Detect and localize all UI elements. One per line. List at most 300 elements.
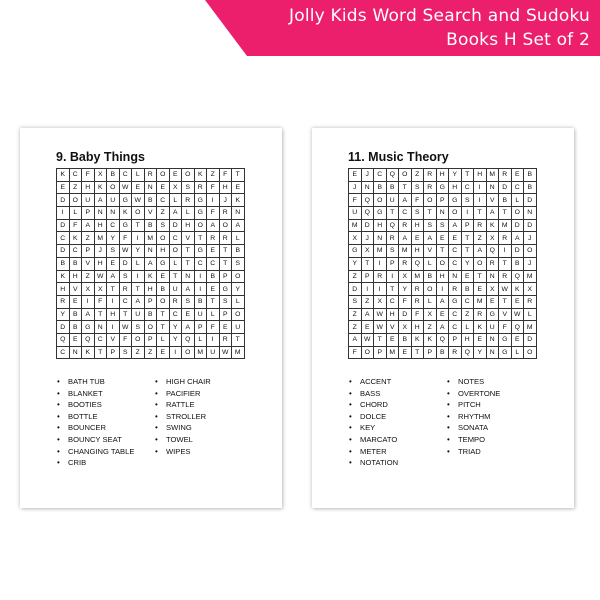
grid-letter: B	[424, 270, 437, 283]
grid-letter: E	[157, 181, 170, 194]
grid-row	[57, 245, 245, 258]
grid-letter: O	[182, 346, 195, 359]
grid-letter: Q	[361, 194, 374, 207]
grid-letter: N	[449, 270, 462, 283]
grid-letter: B	[399, 333, 412, 346]
word-list-item: • METER	[348, 446, 444, 458]
puzzle-page-baby-things	[20, 128, 282, 508]
grid-letter: B	[511, 257, 524, 270]
grid-letter: K	[94, 181, 107, 194]
grid-letter: J	[361, 232, 374, 245]
grid-letter: H	[57, 283, 70, 296]
grid-letter: P	[144, 295, 157, 308]
grid-letter: C	[69, 245, 82, 258]
grid-row	[349, 333, 537, 346]
grid-letter: A	[449, 219, 462, 232]
puzzle-title: 9. Baby Things	[56, 150, 145, 164]
grid-letter: A	[399, 232, 412, 245]
grid-letter: O	[511, 207, 524, 220]
grid-row	[349, 207, 537, 220]
grid-letter: I	[194, 270, 207, 283]
grid-letter: T	[474, 207, 487, 220]
grid-letter: P	[374, 346, 387, 359]
grid-letter: N	[486, 333, 499, 346]
grid-letter: R	[474, 308, 487, 321]
grid-letter: D	[119, 257, 132, 270]
grid-letter: C	[461, 181, 474, 194]
grid-letter: I	[169, 346, 182, 359]
grid-letter: T	[182, 257, 195, 270]
grid-letter: F	[94, 295, 107, 308]
grid-letter: E	[386, 333, 399, 346]
grid-letter: T	[499, 207, 512, 220]
grid-letter: E	[107, 257, 120, 270]
grid-letter: L	[157, 333, 170, 346]
grid-letter: Z	[144, 346, 157, 359]
grid-letter: P	[82, 207, 95, 220]
grid-letter: L	[232, 232, 245, 245]
grid-letter: V	[499, 308, 512, 321]
grid-letter: P	[107, 346, 120, 359]
grid-letter: H	[94, 257, 107, 270]
grid-letter: Y	[474, 346, 487, 359]
grid-letter: L	[169, 194, 182, 207]
grid-letter: T	[132, 283, 145, 296]
grid-letter: I	[194, 283, 207, 296]
grid-letter: L	[424, 295, 437, 308]
word-list-column-2	[446, 376, 546, 457]
word-list-item: • KEY	[348, 422, 444, 434]
grid-letter: M	[349, 219, 362, 232]
grid-letter: A	[82, 308, 95, 321]
grid-letter: P	[386, 257, 399, 270]
grid-letter: R	[207, 232, 220, 245]
grid-letter: C	[119, 169, 132, 182]
grid-letter: V	[386, 321, 399, 334]
grid-letter: R	[499, 232, 512, 245]
banner-title-line-1: Jolly Kids Word Search and Sudoku	[289, 6, 590, 26]
grid-row	[349, 257, 537, 270]
grid-letter: T	[386, 207, 399, 220]
grid-letter: B	[157, 283, 170, 296]
grid-letter: M	[474, 295, 487, 308]
grid-letter: N	[486, 346, 499, 359]
grid-letter: A	[132, 295, 145, 308]
grid-letter: B	[107, 169, 120, 182]
grid-letter: C	[374, 169, 387, 182]
grid-letter: Z	[474, 232, 487, 245]
grid-letter: J	[524, 232, 537, 245]
grid-letter: T	[232, 169, 245, 182]
grid-letter: N	[524, 207, 537, 220]
grid-letter: X	[349, 232, 362, 245]
grid-letter: Y	[232, 283, 245, 296]
grid-letter: A	[182, 321, 195, 334]
grid-letter: A	[144, 257, 157, 270]
grid-letter: T	[132, 219, 145, 232]
grid-letter: Y	[449, 169, 462, 182]
grid-letter: N	[107, 207, 120, 220]
word-list-column-1	[56, 376, 152, 469]
grid-letter: I	[57, 207, 70, 220]
grid-letter: U	[349, 207, 362, 220]
grid-letter: L	[207, 308, 220, 321]
grid-letter: M	[499, 219, 512, 232]
grid-row	[349, 245, 537, 258]
grid-letter: M	[232, 346, 245, 359]
grid-letter: G	[219, 283, 232, 296]
grid-letter: G	[486, 308, 499, 321]
puzzle-page-music-theory	[312, 128, 574, 508]
grid-row	[349, 283, 537, 296]
grid-letter: Y	[107, 232, 120, 245]
grid-letter: C	[449, 257, 462, 270]
grid-letter: U	[169, 283, 182, 296]
grid-letter: L	[132, 257, 145, 270]
word-list-item: • TRIAD	[446, 446, 546, 458]
grid-letter: I	[461, 207, 474, 220]
grid-letter: C	[449, 308, 462, 321]
word-list-item: • PITCH	[446, 399, 546, 411]
grid-letter: F	[349, 346, 362, 359]
grid-letter: A	[349, 333, 362, 346]
grid-letter: S	[232, 257, 245, 270]
grid-letter: E	[436, 232, 449, 245]
grid-letter: O	[399, 169, 412, 182]
grid-letter: E	[157, 270, 170, 283]
grid-letter: F	[499, 321, 512, 334]
grid-letter: P	[82, 245, 95, 258]
grid-row	[57, 219, 245, 232]
grid-letter: A	[361, 308, 374, 321]
grid-letter: D	[361, 219, 374, 232]
grid-letter: G	[449, 295, 462, 308]
grid-letter: I	[107, 321, 120, 334]
grid-letter: U	[232, 321, 245, 334]
grid-letter: L	[169, 257, 182, 270]
grid-letter: G	[119, 194, 132, 207]
grid-letter: Z	[349, 321, 362, 334]
word-list-item: • RHYTHM	[446, 411, 546, 423]
grid-row	[349, 219, 537, 232]
grid-letter: W	[94, 270, 107, 283]
grid-letter: G	[157, 257, 170, 270]
grid-letter: F	[119, 333, 132, 346]
grid-letter: R	[119, 283, 132, 296]
grid-letter: D	[57, 219, 70, 232]
grid-letter: M	[524, 321, 537, 334]
grid-letter: N	[486, 181, 499, 194]
grid-letter: H	[219, 181, 232, 194]
grid-row	[57, 308, 245, 321]
grid-letter: K	[69, 232, 82, 245]
grid-letter: P	[436, 194, 449, 207]
grid-letter: Y	[169, 333, 182, 346]
grid-letter: N	[94, 321, 107, 334]
grid-letter: T	[374, 333, 387, 346]
word-list-item: • HIGH CHAIR	[154, 376, 254, 388]
grid-letter: R	[219, 232, 232, 245]
grid-letter: M	[411, 270, 424, 283]
grid-letter: B	[144, 219, 157, 232]
grid-letter: R	[399, 219, 412, 232]
grid-letter: C	[119, 295, 132, 308]
grid-letter: V	[144, 207, 157, 220]
grid-letter: Z	[82, 270, 95, 283]
grid-letter: C	[57, 232, 70, 245]
grid-letter: A	[474, 245, 487, 258]
grid-letter: T	[94, 308, 107, 321]
grid-letter: L	[511, 346, 524, 359]
grid-letter: O	[436, 257, 449, 270]
grid-letter: D	[511, 219, 524, 232]
grid-letter: X	[399, 270, 412, 283]
grid-letter: W	[374, 308, 387, 321]
grid-letter: B	[374, 181, 387, 194]
grid-letter: O	[69, 194, 82, 207]
grid-letter: X	[82, 283, 95, 296]
grid-letter: X	[486, 283, 499, 296]
grid-letter: O	[219, 219, 232, 232]
grid-letter: T	[157, 308, 170, 321]
grid-letter: N	[182, 270, 195, 283]
grid-letter: K	[57, 270, 70, 283]
grid-letter: F	[349, 194, 362, 207]
grid-letter: Z	[69, 181, 82, 194]
grid-letter: X	[486, 232, 499, 245]
grid-letter: N	[361, 181, 374, 194]
grid-letter: S	[119, 346, 132, 359]
grid-letter: U	[207, 346, 220, 359]
grid-letter: E	[399, 346, 412, 359]
grid-letter: E	[511, 333, 524, 346]
grid-letter: S	[424, 219, 437, 232]
grid-letter: E	[69, 333, 82, 346]
grid-letter: G	[194, 207, 207, 220]
grid-letter: I	[132, 270, 145, 283]
grid-letter: A	[511, 232, 524, 245]
grid-letter: P	[461, 219, 474, 232]
grid-letter: O	[132, 207, 145, 220]
grid-letter: Y	[461, 257, 474, 270]
grid-letter: M	[399, 245, 412, 258]
grid-letter: Q	[386, 219, 399, 232]
grid-letter: X	[94, 169, 107, 182]
grid-letter: N	[374, 232, 387, 245]
grid-letter: T	[499, 257, 512, 270]
grid-letter: T	[219, 245, 232, 258]
grid-letter: L	[232, 295, 245, 308]
grid-letter: E	[449, 232, 462, 245]
grid-letter: K	[511, 283, 524, 296]
word-list-item: • WIPES	[154, 446, 254, 458]
grid-letter: R	[499, 169, 512, 182]
grid-letter: B	[461, 283, 474, 296]
grid-letter: O	[524, 346, 537, 359]
word-list-item: • SONATA	[446, 422, 546, 434]
grid-letter: U	[386, 194, 399, 207]
grid-letter: O	[182, 169, 195, 182]
grid-letter: C	[386, 295, 399, 308]
grid-letter: U	[486, 321, 499, 334]
grid-letter: B	[144, 194, 157, 207]
grid-letter: D	[57, 245, 70, 258]
grid-letter: B	[144, 308, 157, 321]
grid-letter: I	[374, 257, 387, 270]
grid-letter: I	[386, 270, 399, 283]
grid-letter: S	[119, 270, 132, 283]
grid-letter: G	[499, 346, 512, 359]
grid-letter: A	[436, 295, 449, 308]
grid-letter: S	[182, 181, 195, 194]
grid-letter: K	[119, 207, 132, 220]
grid-row	[57, 194, 245, 207]
grid-letter: J	[349, 181, 362, 194]
grid-letter: L	[132, 169, 145, 182]
grid-letter: E	[232, 181, 245, 194]
grid-letter: T	[424, 207, 437, 220]
grid-letter: K	[57, 169, 70, 182]
grid-letter: A	[182, 283, 195, 296]
grid-letter: P	[194, 321, 207, 334]
grid-letter: R	[169, 295, 182, 308]
grid-letter: V	[424, 245, 437, 258]
grid-letter: H	[461, 333, 474, 346]
grid-letter: A	[424, 232, 437, 245]
grid-letter: R	[374, 270, 387, 283]
grid-letter: H	[107, 308, 120, 321]
grid-letter: Y	[57, 308, 70, 321]
grid-letter: N	[94, 207, 107, 220]
grid-letter: M	[386, 346, 399, 359]
grid-letter: S	[182, 295, 195, 308]
grid-letter: D	[349, 283, 362, 296]
grid-letter: F	[399, 295, 412, 308]
grid-letter: F	[411, 194, 424, 207]
grid-letter: S	[107, 245, 120, 258]
grid-letter: R	[386, 232, 399, 245]
grid-letter: A	[436, 321, 449, 334]
grid-letter: Q	[182, 333, 195, 346]
grid-letter: T	[399, 181, 412, 194]
grid-letter: C	[449, 245, 462, 258]
grid-letter: D	[57, 194, 70, 207]
grid-letter: O	[232, 270, 245, 283]
grid-row	[57, 207, 245, 220]
grid-letter: R	[194, 181, 207, 194]
word-search-grid	[56, 168, 245, 359]
grid-letter: A	[94, 194, 107, 207]
grid-letter: J	[219, 194, 232, 207]
word-list-column-2	[154, 376, 254, 457]
word-list-item: • CHORD	[348, 399, 444, 411]
grid-letter: K	[82, 346, 95, 359]
grid-letter: P	[219, 308, 232, 321]
grid-letter: R	[144, 169, 157, 182]
grid-letter: M	[94, 232, 107, 245]
grid-letter: C	[207, 257, 220, 270]
grid-letter: F	[411, 308, 424, 321]
grid-letter: T	[461, 169, 474, 182]
word-list-item: • NOTES	[446, 376, 546, 388]
grid-letter: D	[399, 308, 412, 321]
grid-letter: K	[424, 333, 437, 346]
grid-letter: O	[232, 308, 245, 321]
grid-letter: R	[411, 295, 424, 308]
grid-letter: X	[424, 308, 437, 321]
grid-letter: A	[486, 207, 499, 220]
grid-letter: E	[132, 181, 145, 194]
grid-letter: M	[374, 245, 387, 258]
grid-letter: Z	[461, 308, 474, 321]
grid-letter: M	[144, 232, 157, 245]
grid-letter: D	[524, 219, 537, 232]
grid-letter: R	[411, 283, 424, 296]
word-list-item: • BOOTIES	[56, 399, 152, 411]
grid-letter: Z	[349, 270, 362, 283]
grid-letter: S	[219, 295, 232, 308]
word-list-item: • BATH TUB	[56, 376, 152, 388]
word-list-column-1	[348, 376, 444, 469]
grid-letter: Y	[349, 257, 362, 270]
grid-letter: X	[399, 321, 412, 334]
grid-letter: O	[449, 207, 462, 220]
grid-letter: E	[57, 181, 70, 194]
word-list-item: • BOTTLE	[56, 411, 152, 423]
grid-letter: K	[486, 219, 499, 232]
grid-letter: Q	[411, 257, 424, 270]
grid-letter: B	[524, 169, 537, 182]
grid-letter: E	[169, 169, 182, 182]
grid-letter: O	[361, 346, 374, 359]
grid-letter: W	[119, 181, 132, 194]
grid-letter: A	[107, 270, 120, 283]
grid-letter: O	[374, 194, 387, 207]
grid-letter: C	[94, 333, 107, 346]
grid-letter: L	[182, 207, 195, 220]
grid-letter: D	[524, 194, 537, 207]
grid-letter: Z	[157, 207, 170, 220]
grid-letter: T	[107, 283, 120, 296]
grid-letter: E	[411, 232, 424, 245]
grid-letter: Z	[82, 232, 95, 245]
grid-letter: N	[486, 270, 499, 283]
grid-row	[57, 333, 245, 346]
grid-letter: E	[361, 321, 374, 334]
grid-letter: S	[386, 245, 399, 258]
grid-letter: W	[374, 321, 387, 334]
grid-letter: Y	[169, 321, 182, 334]
grid-letter: B	[499, 194, 512, 207]
grid-letter: F	[207, 207, 220, 220]
grid-letter: A	[207, 219, 220, 232]
grid-letter: C	[157, 194, 170, 207]
grid-letter: H	[436, 270, 449, 283]
grid-letter: T	[386, 283, 399, 296]
grid-letter: L	[194, 333, 207, 346]
grid-letter: O	[169, 245, 182, 258]
grid-letter: T	[461, 245, 474, 258]
grid-letter: B	[69, 321, 82, 334]
grid-row	[349, 295, 537, 308]
grid-letter: L	[69, 207, 82, 220]
grid-row	[349, 346, 537, 359]
word-list-item: • RATTLE	[154, 399, 254, 411]
grid-letter: T	[182, 245, 195, 258]
grid-letter: H	[436, 169, 449, 182]
grid-letter: Q	[386, 169, 399, 182]
grid-letter: K	[474, 321, 487, 334]
